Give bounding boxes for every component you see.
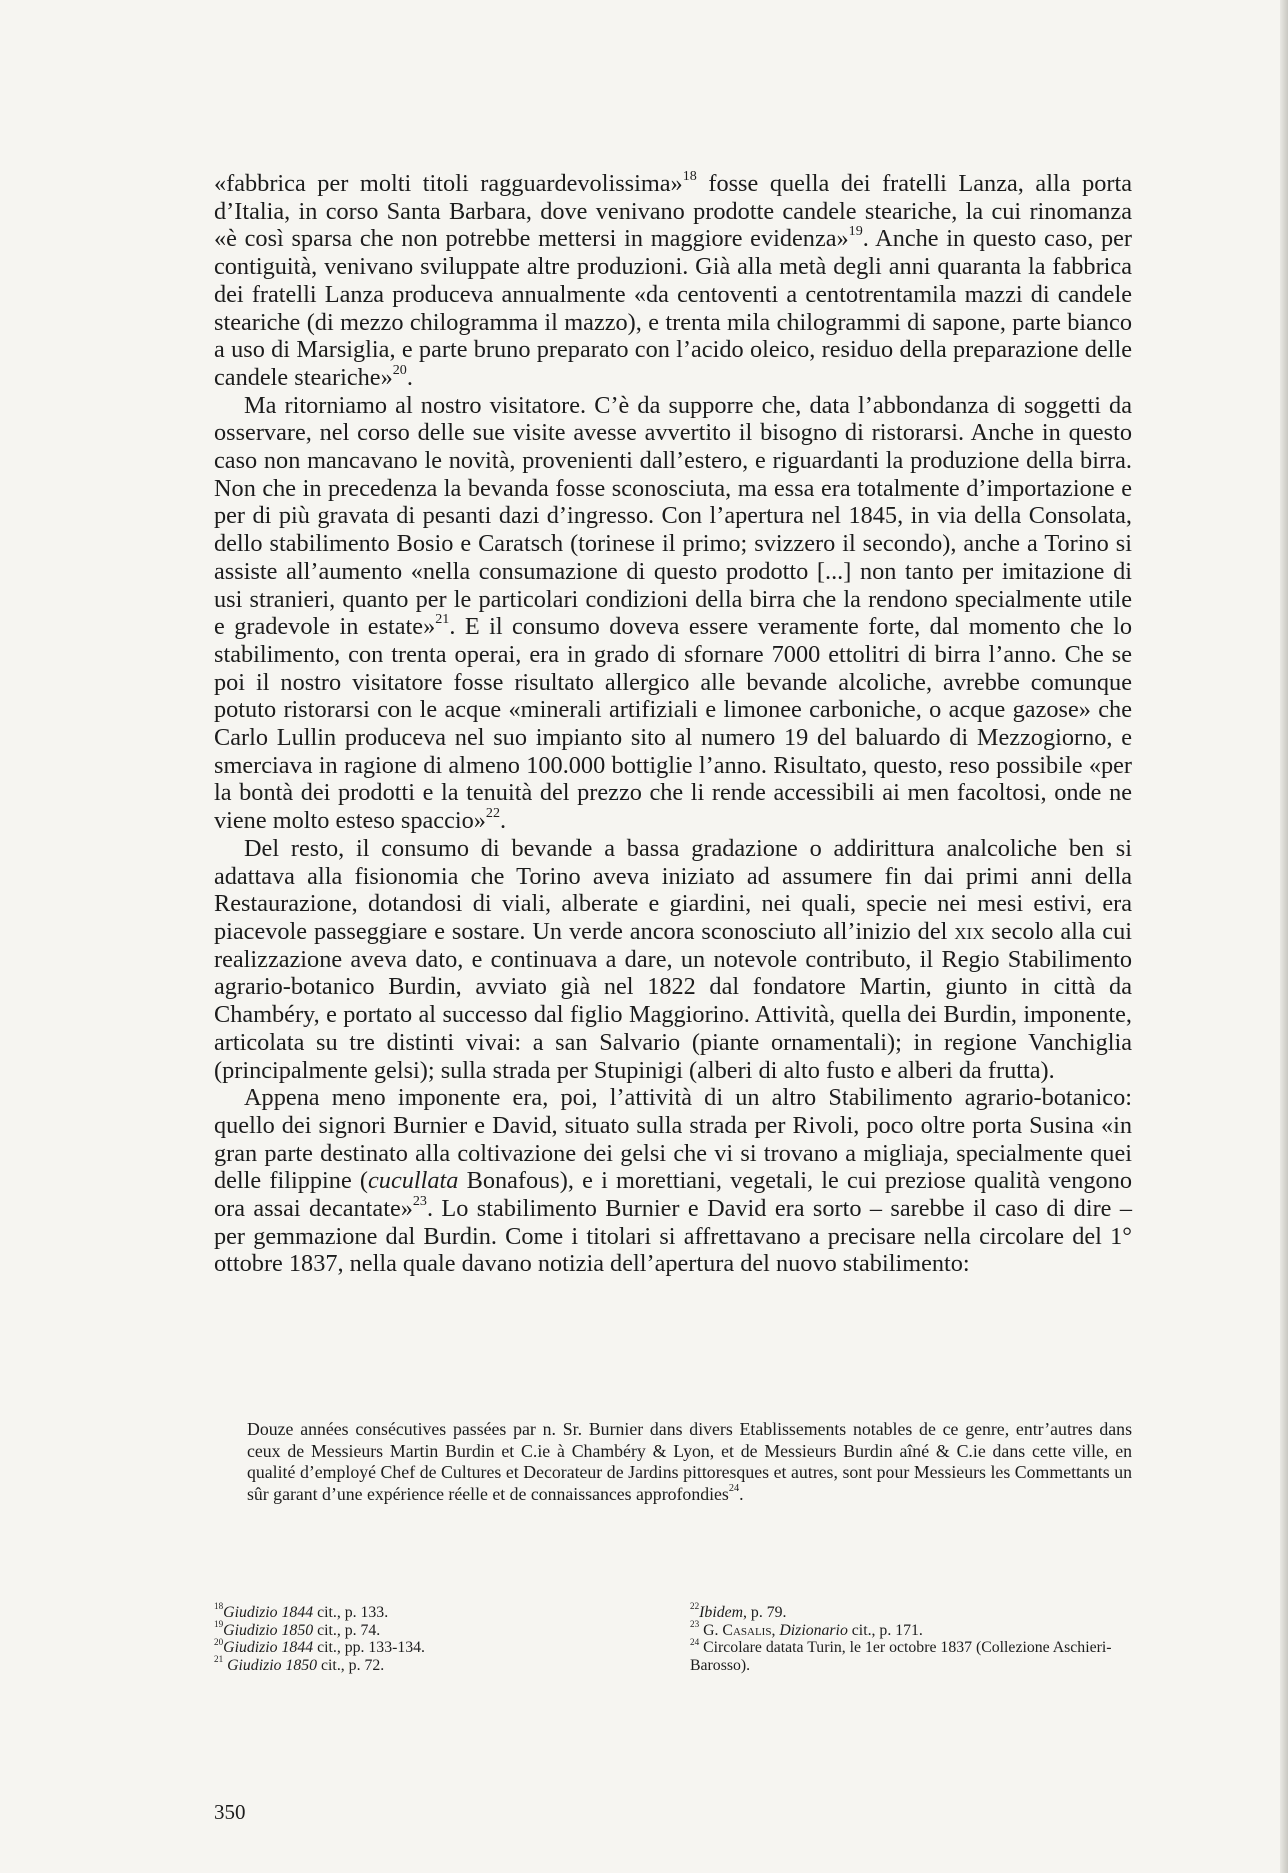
- footnote-ref: 19: [848, 223, 863, 240]
- footnote-18: [214, 1601, 594, 1622]
- text-run: Bonafous), e i morettiani, vegetali, le cui preziose qualità vengono ora assai decantate»: [214, 1167, 1133, 1223]
- quote-text: [247, 1419, 1132, 1505]
- text-run: .: [739, 1483, 744, 1504]
- footnote-ref: 18: [214, 1601, 224, 1612]
- footnote-ref: 20: [214, 1636, 224, 1647]
- footnote-ref: 24: [728, 1483, 740, 1495]
- paragraph-3: [214, 835, 1132, 1084]
- italic-text: Giudizio 1850: [227, 1656, 318, 1674]
- italic-text: cucullata: [368, 1167, 459, 1195]
- footnote-ref: 21: [214, 1654, 224, 1665]
- text-run: fosse quella dei fratelli Lanza, alla porta d’Italia, in corso Santa Barbara, dove venivano prodotte candele steariche, la cui rinomanza «è così sparsa che non potrebbe mettersi in maggiore evidenza»: [214, 170, 1132, 253]
- footnote-ref: 22: [690, 1601, 700, 1612]
- text-run: cit., p. 171.: [847, 1621, 923, 1639]
- text-run: cit., pp. 133-134.: [313, 1639, 426, 1657]
- footnote-ref: 18: [682, 167, 697, 184]
- text-run: . E il consumo doveva essere veramente forte, dal momento che lo stabilimento, con trenta operai, era in grado di sfornare 7000 ettolitri di birra l’anno. Che se poi il nostro visitatore fosse risultato allergico alle bevande alcoliche, avrebbe comunque potuto ristorarsi con le acque «minerali artifiziali e limonee carboniche, o acque gazose» che Carlo Lullin produceva nel suo impianto sito al numero 19 del baluardo di Mezzogiorno, e smerciava in ragione di almeno 100.000 bottiglie l’anno. Risultato, questo, reso possibile «per la bontà dei prodotti e la tenuità del prezzo che li rende accessibili ai men facoltosi, onde ne viene molto esteso spaccio»: [214, 613, 1133, 835]
- footnote-24: [690, 1636, 1132, 1674]
- text-run: cit., p. 72.: [317, 1656, 385, 1674]
- footnote-ref: 22: [485, 804, 500, 821]
- italic-text: Giudizio 1844: [223, 1604, 314, 1621]
- italic-text: Giudizio 1844: [223, 1639, 314, 1657]
- text-run: . Lo stabilimento Burnier e David era sorto – sarebbe il caso di dire – per gemmazione dal Burdin. Come i titolari si affrettavano a precisare nella circolare del 1° ottobre 1837, nella quale davano notizia dell’apertura del nuovo stabilimento:: [214, 1195, 1132, 1278]
- footnotes-left: [214, 1601, 594, 1674]
- text-run: .: [500, 807, 507, 835]
- page-edge: [1280, 0, 1288, 1873]
- footnotes-right: [690, 1601, 1132, 1674]
- paragraph-2: [214, 392, 1132, 835]
- footnote-22: [690, 1601, 1132, 1622]
- paragraph-1: [214, 167, 1133, 392]
- paragraph-4: [214, 1084, 1132, 1278]
- text-run: , p. 79.: [743, 1604, 787, 1621]
- footnote-ref: 20: [392, 361, 407, 378]
- text-run: Appena meno imponente era, poi, l’attività di un altro Stabilimento agrario-botanico: quello dei signori Burnier e David, situato sulla strada per Rivoli, poco oltre porta Susina «in gran parte destinato alla coltivazione dei gelsi che vi si trovano a migliaja, specialmente quei delle filippine (: [214, 1084, 1132, 1195]
- footnote-ref: 23: [690, 1618, 700, 1629]
- text-run: . Anche in questo caso, per contiguità, venivano sviluppate altre produzioni. Già alla metà degli anni quaranta la fabbrica dei fratelli Lanza produceva annualmente «da centoventi a centotrentamila mazzi di candele steariche (di mezzo chilogramma il mazzo), e trenta mila chilogrammi di sapone, parte bianco a uso di Marsiglia, e parte bruno preparato con l’acido oleico, residuo della preparazione delle candele steariche»: [214, 225, 1133, 391]
- main-text: [214, 167, 1133, 1278]
- italic-text: Dizionario: [779, 1621, 848, 1639]
- footnote-23: [690, 1618, 1132, 1640]
- text-run: Ma ritorniamo al nostro visitatore. C’è da supporre che, data l’abbondanza di soggetti da osservare, nel corso delle sue visite avesse avvertito il bisogno di ristorarsi. Anche in questo caso non mancavano le novità, provenienti dall’estero, e riguardanti la produzione della birra. Non che in precedenza la bevanda fosse sconosciuta, ma essa era totalmente d’importazione e per di più gravata di pesanti dazi d’ingresso. Con l’apertura nel 1845, in via della Consolata, dello stabilimento Bosio e Caratsch (torinese il primo; svizzero il secondo), anche a Torino si assiste all’aumento «nella consumazione di questo prodotto [...] non tanto per imitazione di usi stranieri, quanto per le particolari condizioni della birra che la rendono specialmente utile e gradevole in estate»: [214, 391, 1132, 641]
- footnote-ref: 21: [435, 611, 450, 628]
- text-run: .: [406, 363, 413, 391]
- text-run: Circolare datata Turin, le 1er octobre 1837 (Collezione Aschieri-Barosso).: [690, 1639, 1112, 1674]
- text-run: cit., p. 133.: [313, 1604, 389, 1621]
- text-run: Del resto, il consumo di bevande a bassa gradazione o addirittura analcoliche ben si adattava alla fisionomia che Torino aveva iniziato ad assumere fin dai primi anni della Restaurazione, dotandosi di viali, alberate e giardini, nei quali, specie nei mesi estivi, era piacevole passeggiare e sostare. Un verde ancora sconosciuto all’inizio del: [214, 834, 1132, 945]
- text-run: G.: [699, 1621, 723, 1639]
- text-run: «fabbrica per molti titoli ragguardevolissima»: [214, 170, 683, 197]
- footnote-19: [214, 1618, 594, 1640]
- page-number: 350: [214, 1800, 246, 1824]
- text-run: cit., p. 74.: [313, 1621, 381, 1639]
- text-run: ,: [771, 1621, 780, 1639]
- text-run: secolo alla cui realizzazione aveva dato, e continuava a dare, un notevole contributo, il Regio Stabilimento agrario-botanico Burdin, avviato già nel 1822 dal fondatore Martin, giunto in città da Chambéry, e portato al successo dal figlio Maggiorino. Attività, quella dei Burdin, imponente, articolata su tre distinti vivai: a san Salvario (piante ornamentali); in regione Vanchiglia (principalmente gelsi); sulla strada per Stupinigi (alberi di alto fusto e alberi da frutta).: [214, 917, 1132, 1084]
- text-run: Douze années consécutives passées par n. Sr. Burnier dans divers Etablissements notables de ce genre, entr’autres dans ceux de Messieurs Martin Burdin et C.ie à Chambéry & Lyon, et de Messieurs Burdin aîné & C.ie dans cette ville, en qualité d’employé Chef de Cultures et Decorateur de Jardins pittoresques et autres, sont pour Messieurs les Commettants un sûr garant d’une expérience réelle et de connaissances approfondies: [247, 1419, 1132, 1504]
- footnote-20: [214, 1636, 594, 1657]
- block-quote: [247, 1419, 1132, 1505]
- footnote-ref: 19: [214, 1618, 224, 1629]
- footnote-ref: 24: [690, 1636, 700, 1647]
- footnote-ref: 23: [412, 1192, 427, 1209]
- footnote-21: [214, 1654, 594, 1675]
- italic-text: Ibidem: [699, 1604, 744, 1621]
- italic-text: Giudizio 1850: [223, 1621, 314, 1639]
- small-caps-text: xix: [954, 917, 985, 945]
- small-caps-text: Casalis: [722, 1621, 772, 1639]
